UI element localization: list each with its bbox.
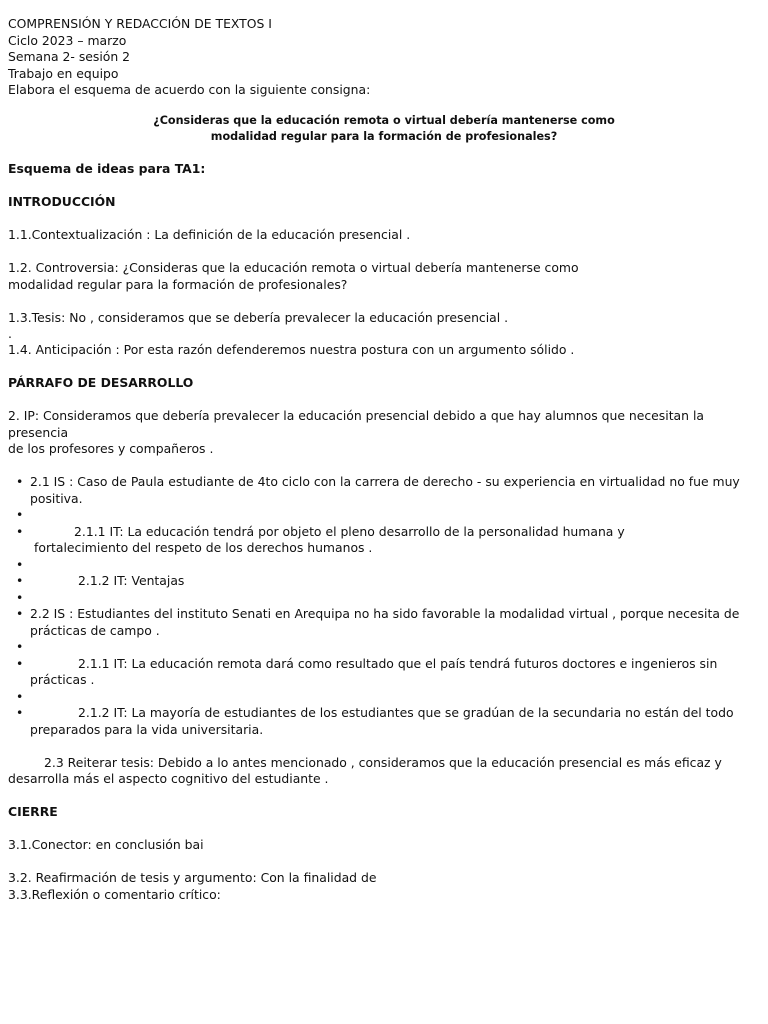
controversia-line-2: modalidad regular para la formación de profesionales? [8, 276, 348, 292]
bullet-6-line-2: preparados para la vida universitaria. [30, 721, 264, 737]
list-item [8, 573, 760, 590]
list-item [8, 656, 760, 689]
course-title: COMPRENSIÓN Y REDACCIÓN DE TEXTOS I [8, 16, 272, 31]
desarrollo-heading: PÁRRAFO DE DESARROLLO [8, 375, 194, 390]
consigna-line-1: ¿Consideras que la educación remota o virtual debería mantenerse como [153, 113, 615, 127]
bullet-6-line-1: 2.1.2 IT: La mayoría de estudiantes de los estudiantes que se gradúan de la secundaria no están del todo [78, 705, 734, 720]
bullet-5-line-1: 2.1.1 IT: La educación remota dará como resultado que el país tendrá futuros doctores e ingenieros sin [78, 655, 718, 671]
week-line: Semana 2- sesión 2 [8, 49, 131, 64]
scheme-title: Esquema de ideas para TA1: [8, 161, 206, 176]
list-item [8, 474, 760, 507]
list-item [8, 524, 760, 557]
desarrollo-bullet-list [8, 474, 760, 738]
reiterar-line-1: 2.3 Reiterar tesis: Debido a lo antes mencionado , consideramos que la educación presencial es más eficaz y [44, 754, 722, 770]
reiterar-line-2: desarrolla más el aspecto cognitivo del estudiante . [8, 771, 329, 786]
ip-line-2: de los profesores y compañeros . [8, 441, 214, 456]
bullet-5-line-2: prácticas . [30, 672, 95, 687]
bullet-3-line-1: 2.1.2 IT: Ventajas [78, 573, 185, 588]
list-item [8, 606, 760, 639]
bullet-2-line-2: fortalecimiento del respeto de los derechos humanos . [34, 540, 373, 555]
introduccion-heading: INTRODUCCIÓN [8, 194, 116, 209]
controversia-line-1: 1.2. Controversia: ¿Consideras que la educación remota o virtual debería mantenerse como [8, 260, 579, 275]
tesis: 1.3.Tesis: No , consideramos que se debería prevalecer la educación presencial . [8, 309, 509, 325]
reflexion: 3.3.Reflexión o comentario crítico: [8, 886, 221, 902]
ip-line-1: 2. IP: Consideramos que debería prevalecer la educación presencial debido a que hay alumnos que necesitan la presencia [8, 408, 704, 440]
consigna-question [8, 113, 760, 145]
bullet-2-line-1: 2.1.1 IT: La educación tendrá por objeto el pleno desarrollo de la personalidad humana y [74, 523, 625, 539]
cierre-heading: CIERRE [8, 804, 58, 819]
stray-dot: . [8, 326, 12, 341]
bullet-1-line-1: 2.1 IS : Caso de Paula estudiante de 4to ciclo con la carrera de derecho - su experiencia en virtualidad no fue muy [30, 474, 740, 489]
bullet-4-line-1: 2.2 IS : Estudiantes del instituto Senati en Arequipa no ha sido favorable la modalidad virtual , porque necesita de [30, 606, 740, 621]
conector: 3.1.Conector: en conclusión bai [8, 837, 204, 852]
cycle-line: Ciclo 2023 – marzo [8, 32, 127, 48]
bullet-1-line-2: positiva. [30, 490, 83, 506]
anticipacion: 1.4. Anticipación : Por esta razón defenderemos nuestra postura con un argumento sólido . [8, 342, 575, 357]
bullet-4-line-2: prácticas de campo . [30, 622, 160, 638]
reafirmacion: 3.2. Reafirmación de tesis y argumento: Con la finalidad de [8, 870, 377, 885]
list-item [8, 705, 760, 738]
mode-line: Trabajo en equipo [8, 65, 119, 81]
document-page [8, 16, 760, 903]
consigna-line-2: modalidad regular para la formación de profesionales? [210, 129, 558, 143]
instruction-line: Elabora el esquema de acuerdo con la siguiente consigna: [8, 82, 371, 97]
contextualizacion: 1.1.Contextualización : La definición de la educación presencial . [8, 227, 411, 242]
